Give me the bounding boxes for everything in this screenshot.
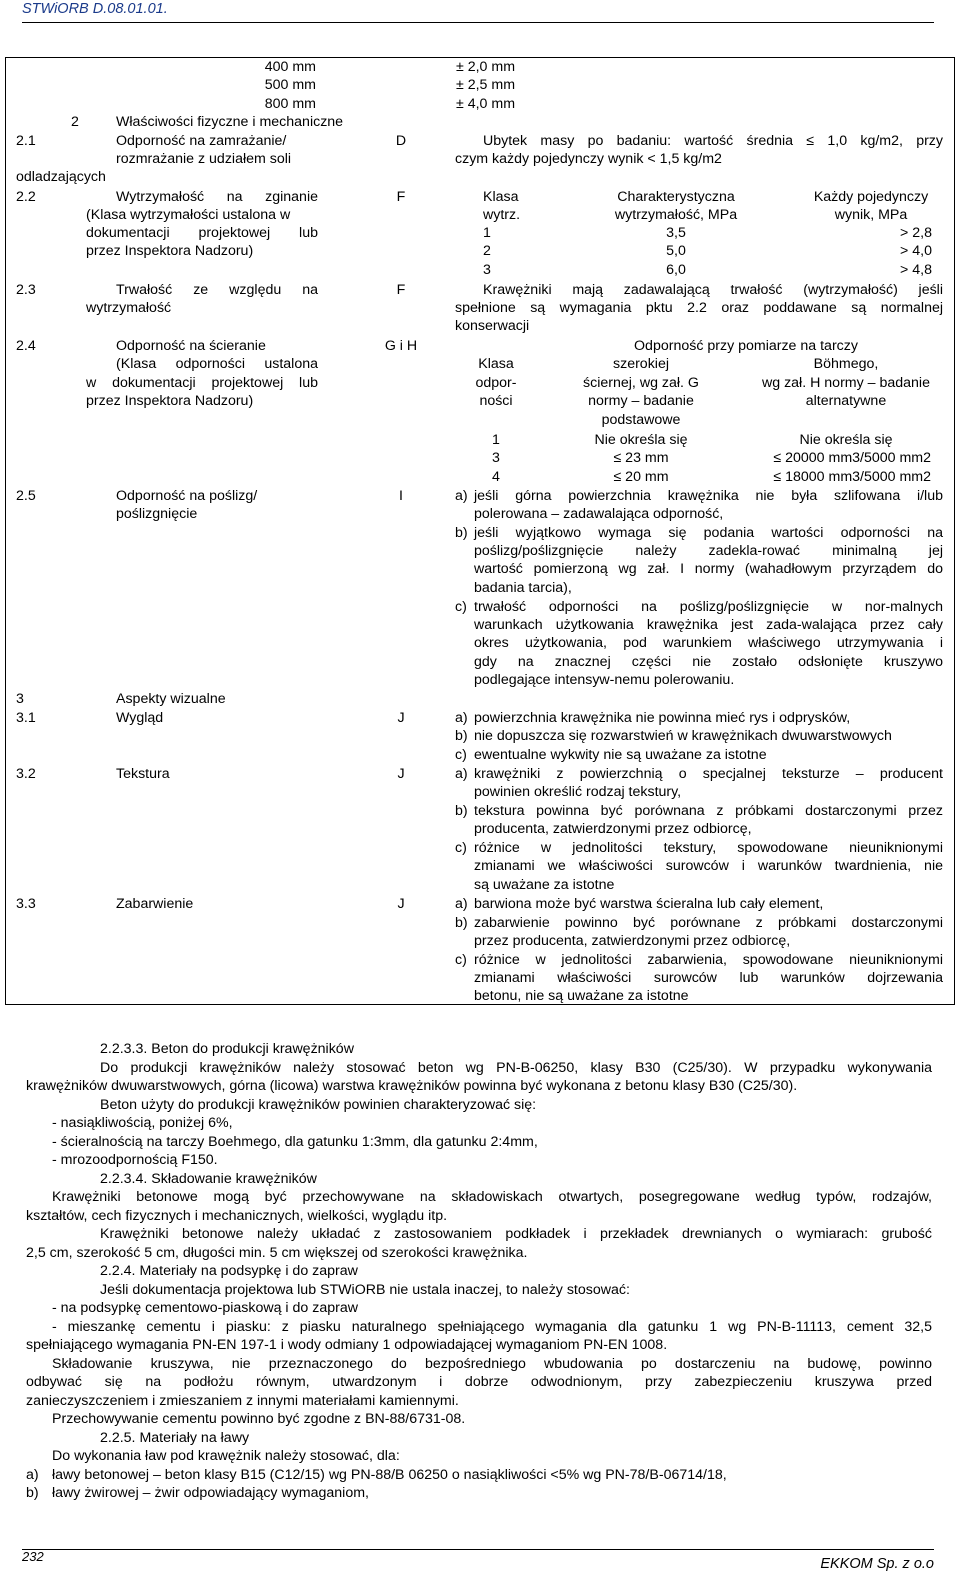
paragraph-line: Jeśli dokumentacja projektowa lub STWiORB nie ustala inaczej, to należy stosować: — [100, 1281, 630, 1298]
class-value: 1 — [483, 225, 491, 241]
list-marker: c) — [455, 840, 467, 856]
requirement-text: Ubytek masy po badaniu: wartość średnia ≤ 1,0 kg/m2, przy — [483, 133, 943, 149]
single-result: > 4,0 — [900, 243, 932, 259]
item-name: Wygląd — [116, 710, 164, 726]
paragraph-line: Do produkcji krawężników należy stosować beton wg PN-B-06250, klasy B30 (C25/30). W przypadku wykonywania — [100, 1059, 932, 1076]
paragraph-line: 2,5 cm, szerokość 5 cm, długości min. 5 cm większej od szerokości krawężnika. — [26, 1244, 528, 1261]
list-marker: b) — [26, 1485, 39, 1501]
item-name: Wytrzymałość na zginanie — [116, 189, 318, 205]
requirement-text: podlegające intensyw-nemu polerowaniu. — [474, 672, 735, 688]
requirement-text: są uważane za istotne — [474, 877, 615, 893]
paragraph-line: Beton użyty do produkcji krawężników powinien charakteryzować się: — [100, 1096, 537, 1113]
column-header: ności — [479, 393, 513, 409]
column-header: wytrzymałość, MPa — [614, 207, 738, 223]
section-number: 3 — [16, 691, 24, 707]
requirement-text: konserwacji — [455, 318, 530, 334]
item-name: Zabarwienie — [116, 896, 194, 912]
tolerance-value: ± 2,0 mm — [456, 59, 516, 75]
requirement-text: powinien określić rodzaj tekstury, — [474, 784, 682, 800]
list-marker: b) — [455, 803, 468, 819]
criterion-mark: D — [395, 133, 407, 149]
page-number: 232 — [22, 1549, 44, 1564]
requirement-text: warunkach użytkowania krawężnika jest zada-walająca przez cały — [474, 617, 943, 633]
item-number: 2.3 — [16, 282, 36, 298]
column-header: wynik, MPa — [834, 207, 908, 223]
requirement-text: betonu, nie są uważane za istotne — [474, 988, 689, 1004]
paragraph-line: odbywać się na podłożu równym, utwardzonym i dobrze odwodnionym, przy zabezpieczeniu kruszywa przed — [26, 1374, 932, 1390]
section-title: Właściwości fizyczne i mechaniczne — [116, 114, 344, 130]
list-marker: b) — [455, 728, 468, 744]
company-name: EKKOM Sp. z o.o — [820, 1556, 934, 1572]
item-number: 2.4 — [16, 338, 36, 354]
list-marker: c) — [455, 952, 467, 968]
wide-disc-value: Nie określa się — [594, 432, 688, 448]
column-header: podstawowe — [601, 412, 681, 428]
paragraph-line: krawężników dwuwarstwowych, górna (licowa) warstwa krawężników powinna być wykonana z betonu klasy B30 (C25/30). — [26, 1078, 798, 1094]
list-marker: c) — [455, 599, 467, 615]
requirements-table — [5, 57, 955, 1005]
requirement-text: producenta, zatwierdzonymi przez odbiorcę, — [474, 821, 752, 837]
list-marker: b) — [455, 915, 468, 931]
list-item: - mieszankę cementu i piasku: z piasku naturalnego spełniającego wymagania dla gatunku 1 wg PN-B-11113, cement 32,5 — [52, 1318, 932, 1335]
tolerance-value: ± 2,5 mm — [456, 77, 516, 94]
header-rule — [22, 22, 934, 23]
paragraph-line: Krawężniki betonowe należy układać z zastosowaniem podkładek i przekładek drewnianych o wymiarach: grubość — [100, 1226, 932, 1242]
list-item: - mrozoodpornością F150. — [52, 1152, 218, 1168]
requirement-text: Krawężniki mają zadawalającą trwałość (wytrzymałość) jeśli — [483, 282, 943, 298]
item-name: w dokumentacji projektowej lub — [86, 375, 318, 391]
item-number: 2.5 — [16, 488, 36, 504]
bohme-value: ≤ 20000 mm3/5000 mm2 — [773, 450, 931, 466]
item-name: (Klasa wytrzymałości ustalona w — [86, 207, 291, 223]
list-marker: c) — [455, 747, 467, 763]
subsection-heading: 2.2.3.3. Beton do produkcji krawężników — [100, 1041, 354, 1057]
requirement-text: barwiona może być warstwa ścieralna lub cały element, — [474, 896, 824, 912]
item-name: przez Inspektora Nadzoru) — [86, 393, 254, 409]
list-marker: a) — [26, 1466, 39, 1483]
requirement-text: badania tarcia), — [474, 580, 572, 596]
class-value: 4 — [492, 469, 500, 485]
item-name: Tekstura — [116, 766, 170, 782]
criterion-mark: J — [397, 710, 405, 726]
wide-disc-value: ≤ 23 mm — [613, 450, 669, 466]
strength-value: 6,0 — [666, 262, 686, 278]
tolerance-value: ± 4,0 mm — [456, 95, 516, 112]
requirement-text: różnice w jednolitości zabarwienia, spowodowane nieuniknionymi — [474, 952, 943, 968]
requirement-text: nie dopuszcza się rozwarstwień w krawężnikach dwuwarstwowych — [474, 728, 892, 744]
column-header: Klasa — [478, 356, 514, 372]
item-name: odladzających — [16, 169, 106, 185]
column-header: Klasa — [483, 189, 519, 205]
criterion-mark: F — [396, 282, 406, 298]
paragraph-line: Krawężniki betonowe mogą być przechowywane na składowiskach otwartych, posegregowane według typów, rodzajów, — [52, 1189, 932, 1205]
requirement-text: różnice w jednolitości tekstury, spowodowane nieuniknionymi — [474, 840, 943, 856]
requirement-text: tekstura powinna być porównana z próbkami dostarczonymi przez — [474, 803, 943, 819]
requirement-text: krawężniki z powierzchnią o specjalnej teksturze – producent — [474, 766, 943, 782]
requirement-text: jeśli górna powierzchnia krawężnika nie była szlifowana i/lub — [474, 488, 943, 504]
tolerance-size: 500 mm — [264, 77, 316, 94]
list-marker: a) — [455, 766, 468, 782]
list-item: ławy betonowej – beton klasy B15 (C12/15) wg PN-88/B 06250 o nasiąkliwości <5% wg PN-78/B-06714/18, — [52, 1466, 727, 1483]
tolerance-size: 400 mm — [264, 59, 316, 75]
class-value: 3 — [492, 450, 500, 466]
paragraph-line: Przechowywanie cementu powinno być zgodne z BN-88/6731-08. — [52, 1411, 466, 1427]
requirement-text: przez producenta, zatwierdzonymi przez odbiorcę, — [474, 933, 791, 949]
item-name: Odporność na zamrażanie/ — [116, 133, 287, 149]
item-name: poślizgnięcie — [116, 506, 198, 522]
requirement-text: wartość pomierzoną wg zał. I normy (wahadłowym przyrządem do — [474, 561, 943, 577]
item-number: 3.2 — [16, 766, 36, 782]
strength-value: 3,5 — [666, 225, 686, 241]
requirement-text: czym każdy pojedynczy wynik < 1,5 kg/m2 — [455, 151, 722, 167]
requirement-text: okres użytkowania, pod warunkiem właściwego utrzymywania i — [474, 635, 943, 651]
criterion-mark: G i H — [384, 338, 418, 354]
item-name: Trwałość ze względu na — [116, 282, 318, 298]
requirement-text: powierzchnia krawężnika nie powinna mieć rys i odprysków, — [474, 710, 851, 726]
bohme-value: ≤ 18000 mm3/5000 mm2 — [773, 469, 931, 485]
single-result: > 2,8 — [900, 225, 932, 241]
paragraph-line: kształtów, cech fizycznych i mechanicznych, wielkości, wyglądu itp. — [26, 1207, 448, 1224]
criterion-mark: I — [399, 488, 403, 504]
list-item: - ścieralnością na tarczy Boehmego, dla gatunku 1:3mm, dla gatunku 2:4mm, — [52, 1133, 538, 1150]
item-name: dokumentacji projektowej lub — [86, 225, 318, 241]
class-value: 3 — [483, 262, 491, 278]
requirement-text: poślizg/poślizgnięcie należy zadekla-rować minimalną jej — [474, 543, 943, 559]
subsection-heading: 2.2.4. Materiały na podsypkę i do zapraw — [100, 1263, 358, 1279]
subsection-heading: 2.2.5. Materiały na ławy — [100, 1429, 250, 1446]
list-item: - nasiąkliwością, poniżej 6%, — [52, 1115, 233, 1131]
list-marker: a) — [455, 896, 468, 912]
requirement-text: gdy na znacznej części nie zostało odsłonięte kruszywo — [474, 654, 943, 670]
requirement-text: trwałość odporności na poślizg/poślizgnięcie w nor-malnych — [474, 599, 943, 615]
paragraph-line: Składowanie kruszywa, nie przeznaczonego do bezpośredniego wbudowania po dostarczeniu na budowę, powinno — [52, 1355, 932, 1372]
requirement-text: zmianami we właściwości surowców i warunków twardnienia, nie — [474, 858, 943, 874]
requirement-text: jeśli wyjątkowo wymaga się podania wartości odporności na — [474, 525, 943, 541]
requirement-text: spełnione są wymagania pktu 2.2 oraz poddawane są normalnej — [455, 300, 943, 316]
class-value: 2 — [483, 243, 491, 259]
single-result: > 4,8 — [900, 262, 932, 278]
section-number: 2 — [71, 114, 79, 130]
item-number: 3.3 — [16, 896, 36, 912]
column-header: wytrz. — [483, 207, 521, 223]
criterion-mark: J — [397, 896, 405, 912]
list-marker: a) — [455, 710, 468, 726]
column-header: ściernej, wg zał. G — [583, 375, 699, 391]
item-name: przez Inspektora Nadzoru) — [86, 243, 254, 259]
column-header: Odporność przy pomiarze na tarczy — [634, 338, 858, 354]
list-item: spełniającego wymagania PN-EN 197-1 i wody odmiany 1 odpowiadającej wymaganiom PN-EN 1008. — [26, 1337, 668, 1353]
requirement-text: zabarwienie powinno być porównane z próbkami dostarczonymi — [474, 915, 943, 931]
requirement-text: ewentualne wykwity nie są uważane za istotne — [474, 747, 767, 763]
item-number: 2.2 — [16, 189, 36, 205]
item-name: wytrzymałość — [86, 300, 172, 316]
column-header: normy – badanie — [588, 393, 694, 409]
list-marker: b) — [455, 525, 468, 541]
paragraph-line: zanieczyszczeniem i zmieszaniem z innymi materiałami kamiennymi. — [26, 1392, 459, 1409]
class-value: 1 — [492, 432, 500, 448]
subsection-heading: 2.2.3.4. Składowanie krawężników — [100, 1170, 317, 1187]
section-title: Aspekty wizualne — [116, 691, 226, 707]
column-header: Charakterystyczna — [617, 189, 735, 205]
column-header: szerokiej — [613, 356, 669, 372]
column-header: odpor- — [475, 375, 517, 391]
item-name: rozmrażanie z udziałem soli — [116, 151, 292, 167]
document-header: STWiORB D.08.01.01. — [22, 1, 168, 17]
item-name: Odporność na ścieranie — [116, 338, 266, 354]
strength-value: 5,0 — [666, 243, 686, 259]
tolerance-size: 800 mm — [264, 95, 316, 112]
list-item: ławy żwirowej – żwir odpowiadający wymaganiom, — [52, 1485, 369, 1501]
requirement-text: polerowana – zadawalająca odporność, — [474, 506, 724, 522]
item-number: 2.1 — [16, 133, 36, 149]
column-header: wg zał. H normy – badanie — [762, 375, 930, 391]
item-name: (Klasa odporności ustalona — [116, 356, 318, 372]
paragraph-line: Do wykonania ław pod krawężnik należy stosować, dla: — [52, 1448, 400, 1464]
list-marker: a) — [455, 488, 468, 504]
bohme-value: Nie określa się — [799, 432, 893, 448]
requirement-text: zmianami właściwości surowców lub warunków dojrzewania — [474, 970, 943, 986]
column-header: Böhmego, — [813, 356, 879, 372]
criterion-mark: F — [396, 189, 406, 205]
footer-rule — [22, 1549, 934, 1550]
item-number: 3.1 — [16, 710, 36, 726]
criterion-mark: J — [397, 766, 405, 782]
wide-disc-value: ≤ 20 mm — [613, 469, 669, 485]
list-item: - na podsypkę cementowo-piaskową i do zapraw — [52, 1300, 358, 1316]
column-header: alternatywne — [805, 393, 887, 409]
item-name: Odporność na poślizg/ — [116, 488, 258, 504]
column-header: Każdy pojedynczy — [813, 189, 929, 205]
